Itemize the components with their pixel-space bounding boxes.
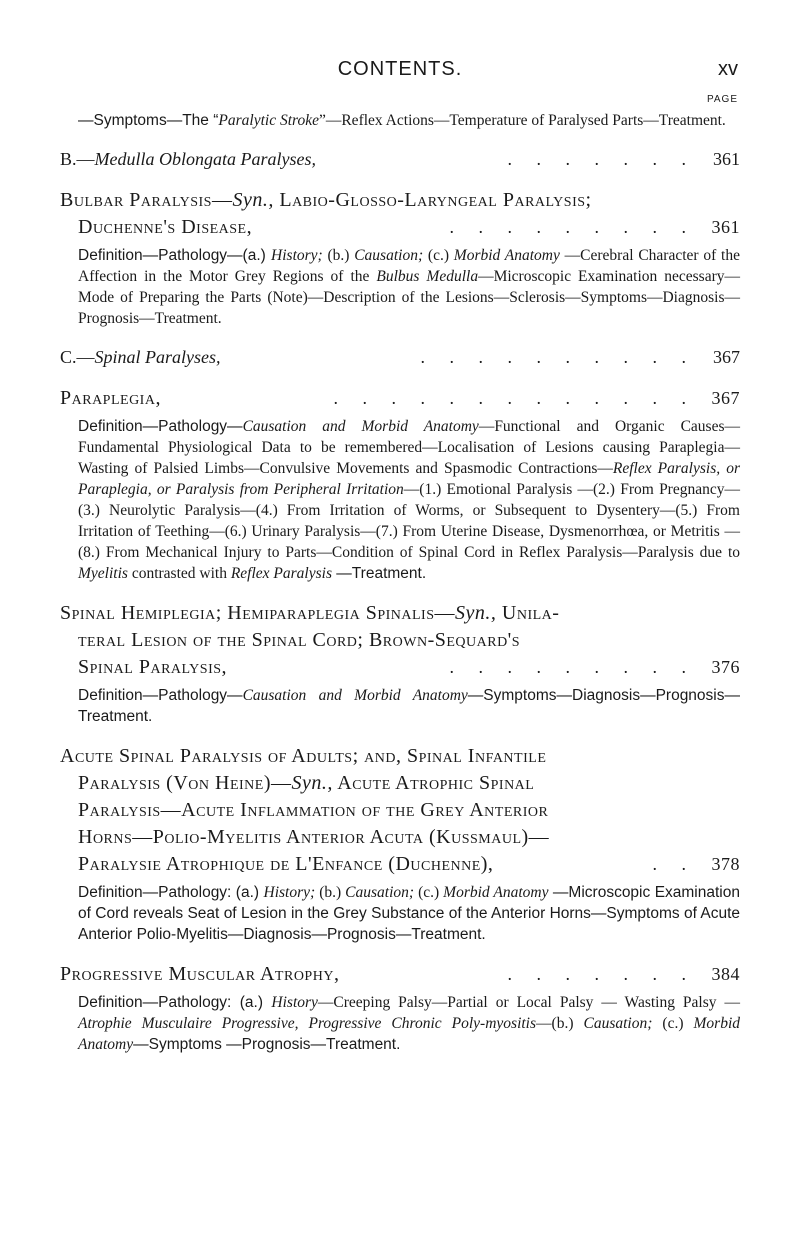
section-medulla-oblongata: B.—Medulla Oblongata Paralyses, . . . . . . . 361 (60, 149, 740, 169)
page-ref: 376 (711, 657, 740, 677)
page-ref: 367 (713, 347, 740, 367)
page-ref: 361 (713, 149, 740, 169)
entry-title-line: Paralysis—Acute Inflammation of the Grey Anterior (78, 799, 549, 821)
section-spinal-paralyses: C.—Spinal Paralyses, . . . . . . . . . . 367 (60, 347, 740, 367)
entry-description: Definition—Pathology: (a.) History; (b.) Causation; (c.) Morbid Anatomy —Microscopic Examination of Cord reveals Seat of Lesion in the Grey Substance of the Anterior Horns—Symptoms of Acute Anterior Polio-Myelitis—Diagnosis—Prognosis—Treatment. (78, 884, 740, 943)
entry-title-line: Duchenne's Disease, . . . . . . . . . 361 (60, 214, 740, 241)
entry-paraplegia (60, 385, 740, 584)
entry-title-line: Paralysis (Von Heine)—Syn., Acute Atrophic Spinal (78, 772, 535, 794)
running-header (0, 58, 800, 88)
page-ref: 367 (711, 388, 740, 408)
entry-title-line: teral Lesion of the Spinal Cord; Brown-Sequard's (78, 629, 521, 651)
entry-title-line: Progressive Muscular Atrophy, . . . . . . . 384 (60, 961, 740, 988)
page-ref: 384 (711, 964, 740, 984)
entry-title-line: Spinal Paralysis, . . . . . . . . . 376 (60, 654, 740, 681)
entry-description: Definition—Pathology: (a.) History—Creeping Palsy—Partial or Local Palsy — Wasting Palsy — Atrophie Musculaire Progressive, Progressive Chronic Poly-myositis—(b.) Causation; (c.) Morbid Anatomy—Symptoms —Prognosis—Treatment. (78, 994, 741, 1053)
entry-description: Definition—Pathology—Causation and Morbid Anatomy—Functional and Organic Causes—Fundamental Physiological Data to be remembered—Localisation of Lesions causing Paraplegia—Wasting of Palsied Limbs—Convulsive Movements and Spasmodic Contractions—Reflex Paralysis, or Paraplegia, or Paralysis from Peripheral Irritation—(1.) Emotional Paralysis —(2.) From Pregnancy—(3.) Neurolytic Paralysis—(4.) From Irritation of Worms, or Subsequent to Dysentery—(5.) From Irritation of Teething—(6.) Urinary Paralysis—(7.) From Uterine Disease, Dysmenorrhœa, or Metritis —(8.) From Mechanical Injury to Parts—Condition of Spinal Cord in Reflex Paralysis—Paralysis due to Myelitis contrasted with Reflex Paralysis —Treatment. (78, 418, 741, 582)
entry-description: Definition—Pathology—(a.) History; (b.) Causation; (c.) Morbid Anatomy —Cerebral Character of the Affection in the Motor Grey Regions of the Bulbus Medulla—Microscopic Examination necessary—Mode of Preparing the Parts (Note)—Description of the Lesions—Sclerosis—Symptoms—Diagnosis—Prognosis—Treatment. (78, 247, 740, 327)
continuation-description: —Symptoms—The “Paralytic Stroke”—Reflex Actions—Temperature of Paralysed Parts—Treatment. (78, 112, 726, 129)
entry-title-line: Paraplegia, . . . . . . . . . . . . . 367 (60, 385, 740, 412)
entry-description: Definition—Pathology—Causation and Morbid Anatomy—Symptoms—Diagnosis—Prognosis—Treatment. (78, 687, 740, 725)
entry-spinal-hemiplegia (60, 600, 740, 727)
entry-title-line: Spinal Hemiplegia; Hemiparaplegia Spinalis—Syn., Unila- (60, 602, 560, 624)
entry-title-line: Paralysie Atrophique de L'Enfance (Duchenne), . . 378 (60, 851, 740, 878)
entry-title-line: Bulbar Paralysis—Syn., Labio-Glosso-Laryngeal Paralysis; (60, 189, 592, 211)
page-ref: 361 (711, 217, 740, 237)
entry-title-line: Horns—Polio-Myelitis Anterior Acuta (Kussmaul)— (78, 826, 550, 848)
entry-progressive-muscular-atrophy (60, 961, 740, 1055)
header-page-number: xv (718, 58, 738, 80)
entry-title-line: Acute Spinal Paralysis of Adults; and, Spinal Infantile (60, 745, 547, 767)
entry-acute-spinal-paralysis (60, 743, 740, 945)
page-column-label: PAGE (706, 94, 738, 105)
header-title: CONTENTS. (337, 58, 463, 80)
page-ref: 378 (711, 854, 740, 874)
contents-body (60, 110, 740, 1055)
entry-bulbar-paralysis (60, 187, 740, 329)
